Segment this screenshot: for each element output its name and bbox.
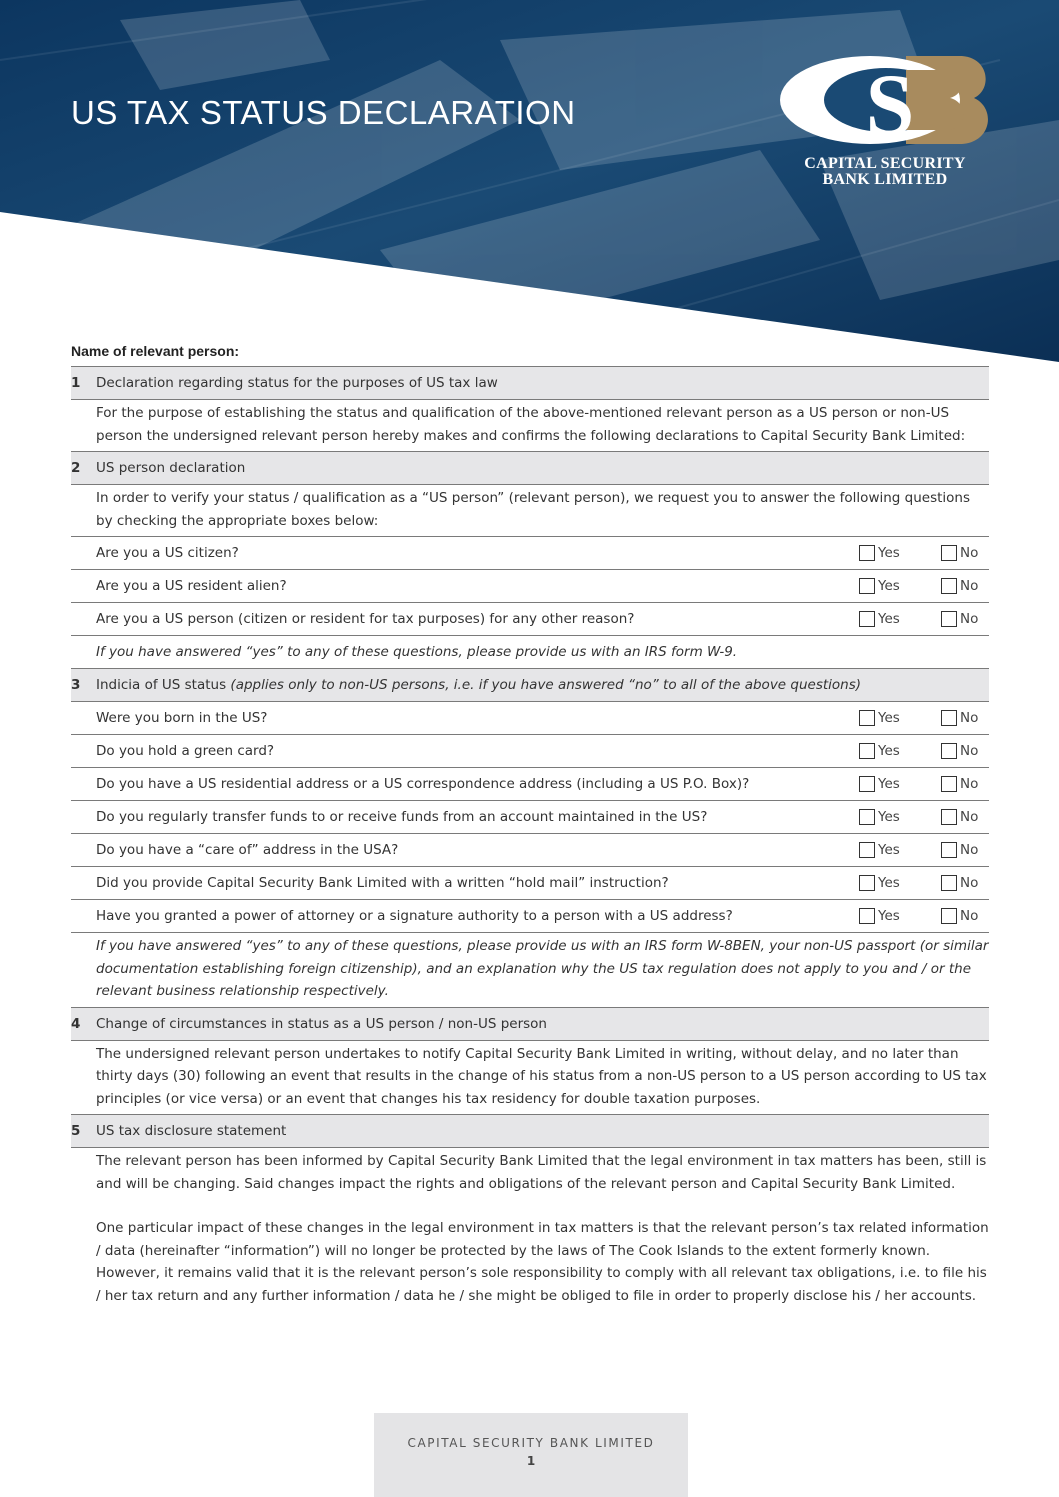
svg-text:S: S xyxy=(865,57,915,147)
bank-name: CAPITAL SECURITY BANK LIMITED xyxy=(804,155,966,188)
yes-checkbox[interactable] xyxy=(859,842,875,858)
question-row: Are you a US resident alien? Yes No xyxy=(71,569,989,602)
section-5-header: 5 US tax disclosure statement xyxy=(71,1114,989,1148)
yes-checkbox[interactable] xyxy=(859,578,875,594)
section-2-note: If you have answered “yes” to any of these questions, please provide us with an IRS form W-9. xyxy=(71,635,989,668)
no-checkbox[interactable] xyxy=(941,875,957,891)
question-row: Are you a US citizen? Yes No xyxy=(71,536,989,569)
page-number: 1 xyxy=(526,1454,536,1468)
tax-declaration-form xyxy=(71,341,989,1311)
section-5-body: The relevant person has been informed by Capital Security Bank Limited that the legal environment in tax matters has been, still is and will be changing. Said changes impact the rights and obligations of the relevant person and Capital Security Bank Limited. One particular impact of these changes in the legal environment in tax matters is that the relevant person’s tax related information / data (hereinafter “information”) will no longer be protected by the laws of The Cook Islands to the extent formerly known. However, it remains valid that it is the relevant person’s sole responsibility to comply with all relevant tax obligations, i.e. to file his / her tax return and any further information / data he / she might be obliged to file in order to properly disclose his / her accounts. xyxy=(96,1153,989,1304)
question-row: Did you provide Capital Security Bank Limited with a written “hold mail” instruction? Yes No xyxy=(71,866,989,899)
page-footer: CAPITAL SECURITY BANK LIMITED 1 xyxy=(374,1413,688,1497)
no-checkbox[interactable] xyxy=(941,809,957,825)
name-label: Name of relevant person: xyxy=(71,343,240,359)
yes-checkbox[interactable] xyxy=(859,743,875,759)
question-row: Do you have a “care of” address in the USA? Yes No xyxy=(71,833,989,866)
no-checkbox[interactable] xyxy=(941,710,957,726)
no-checkbox[interactable] xyxy=(941,842,957,858)
no-checkbox[interactable] xyxy=(941,611,957,627)
question-row: Were you born in the US? Yes No xyxy=(71,701,989,734)
question-row: Do you regularly transfer funds to or receive funds from an account maintained in the US? Yes No xyxy=(71,800,989,833)
question-row: Do you hold a green card? Yes No xyxy=(71,734,989,767)
section-4-header: 4 Change of circumstances in status as a US person / non-US person xyxy=(71,1007,989,1040)
no-checkbox[interactable] xyxy=(941,578,957,594)
no-checkbox[interactable] xyxy=(941,776,957,792)
section-1-body: For the purpose of establishing the status and qualification of the above-mentioned relevant person as a US person or non-US person the undersigned relevant person hereby makes and confirms the following declarations to Capital Security Bank Limited: xyxy=(71,399,989,451)
document-title: US TAX STATUS DECLARATION xyxy=(71,94,576,131)
section-3-note: If you have answered “yes” to any of these questions, please provide us with an IRS form W-8BEN, your non-US passport (or similar documentation establishing foreign citizenship), and an explanation why the US tax regulation does not apply to you and / or the relevant business relationship respectively. xyxy=(71,932,989,1007)
section-2-header: 2 US person declaration xyxy=(71,451,989,484)
question-row: Have you granted a power of attorney or a signature authority to a person with a US address? Yes No xyxy=(71,899,989,932)
yes-checkbox[interactable] xyxy=(859,545,875,561)
section-1-header: 1 Declaration regarding status for the purposes of US tax law xyxy=(71,366,989,399)
yes-checkbox[interactable] xyxy=(859,809,875,825)
no-checkbox[interactable] xyxy=(941,743,957,759)
question-row: Are you a US person (citizen or resident for tax purposes) for any other reason? Yes No xyxy=(71,602,989,635)
question-row: Do you have a US residential address or a US correspondence address (including a US P.O. Box)? Yes No xyxy=(71,767,989,800)
yes-checkbox[interactable] xyxy=(859,776,875,792)
section-3-header: 3 Indicia of US status (applies only to non-US persons, i.e. if you have answered “no” to all of the above questions) xyxy=(71,668,989,701)
no-checkbox[interactable] xyxy=(941,545,957,561)
no-checkbox[interactable] xyxy=(941,908,957,924)
yes-checkbox[interactable] xyxy=(859,908,875,924)
csb-logo xyxy=(778,52,990,147)
yes-checkbox[interactable] xyxy=(859,875,875,891)
yes-checkbox[interactable] xyxy=(859,710,875,726)
section-2-intro: In order to verify your status / qualification as a “US person” (relevant person), we request you to answer the following questions by checking the appropriate boxes below: xyxy=(71,484,989,536)
yes-checkbox[interactable] xyxy=(859,611,875,627)
section-4-body: The undersigned relevant person undertakes to notify Capital Security Bank Limited in writing, without delay, and no later than thirty days (30) following an event that results in the change of his status from a non-US person to a US person according to US tax principles (or vice versa) or an event that changes his tax residency for double taxation purposes. xyxy=(71,1040,989,1115)
